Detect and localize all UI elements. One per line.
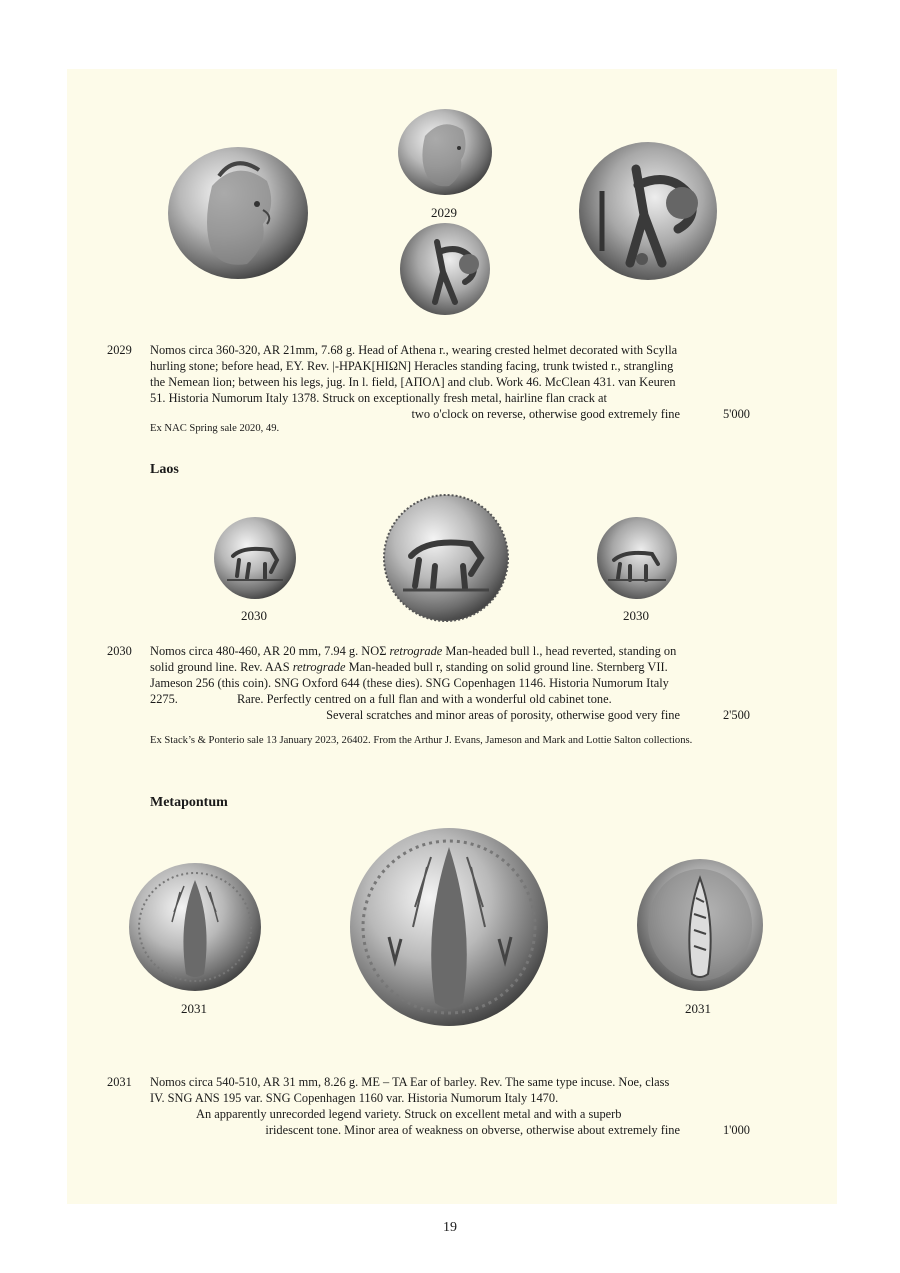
coin-caption: 2030: [623, 608, 649, 623]
coin-2029-reverse-small: [399, 222, 491, 316]
lot-2030: [107, 643, 750, 723]
coin-caption: 2031: [685, 1001, 711, 1016]
lot-description-line: IV. SNG ANS 195 var. SNG Copenhagen 1160 var. Historia Numorum Italy 1470.: [150, 1091, 559, 1105]
lot-condition-line: [150, 1122, 750, 1138]
lot-provenance: Ex Stack’s & Ponterio sale 13 January 2023, 26402. From the Arthur J. Evans, Jameson and Mark and Lottie Salton collections.: [150, 735, 693, 746]
section-heading: Laos: [150, 462, 179, 477]
coin-2030-obverse-small: [213, 516, 297, 600]
lot-estimate: 5'000: [722, 407, 750, 421]
lot-condition-line: [150, 406, 750, 422]
coin-2030-obverse-large: [383, 494, 509, 622]
lot-number: 2031: [107, 1075, 132, 1089]
text-run-italic: retrograde: [292, 660, 346, 674]
coin-caption: 2029: [431, 205, 457, 220]
lot-description-line: Jameson 256 (this coin). SNG Oxford 644 (these dies). SNG Copenhagen 1146. Historia Numorum Italy: [150, 676, 669, 690]
lot-description-line: [150, 659, 750, 675]
coin-2029-obverse-small: [397, 108, 493, 196]
lot-condition: Several scratches and minor areas of porosity, otherwise good very fine: [326, 708, 680, 722]
coin-2030-reverse: [596, 516, 678, 600]
text-run-italic: retrograde: [389, 644, 443, 658]
lot-description-line: Nomos circa 360-320, AR 21mm, 7.68 g. Head of Athena r., wearing crested helmet decorated with Scylla: [150, 343, 678, 357]
lot-number: 2029: [107, 343, 132, 357]
lot-description-line: [150, 643, 750, 659]
text-run: Rare. Perfectly centred on a full flan and with a wonderful old cabinet tone.: [237, 692, 612, 706]
coin-caption: 2031: [181, 1001, 207, 1016]
lot-provenance: Ex NAC Spring sale 2020, 49.: [150, 423, 280, 434]
coin-2029-obverse-large: [167, 146, 309, 280]
section-heading: Metapontum: [150, 795, 228, 810]
lot-description-line: 51. Historia Numorum Italy 1378. Struck on exceptionally fresh metal, hairline flan crack at: [150, 391, 607, 405]
lot-number: 2030: [107, 644, 132, 658]
lot-description-line: the Nemean lion; between his legs, jug. In l. field, [AΠOΛ] and club. Work 46. McClean 431. van Keuren: [150, 375, 676, 389]
coin-2031-obverse-large: [349, 827, 549, 1027]
coin-2031-reverse: [636, 858, 764, 992]
text-run: solid ground line. Rev. AAS: [150, 660, 293, 674]
lot-estimate: 2'500: [722, 708, 750, 722]
lot-condition: iridescent tone. Minor area of weakness on obverse, otherwise about extremely fine: [265, 1123, 680, 1137]
lot-description-line: [150, 691, 750, 707]
text-run: 2275.: [150, 692, 178, 706]
lot-2031: [107, 1074, 750, 1138]
lot-description-line: An apparently unrecorded legend variety. Struck on excellent metal and with a superb: [196, 1107, 622, 1121]
lot-description-line: hurling stone; before head, EY. Rev. |-HPAK[HIΩN] Heracles standing facing, trunk twisted r., strangling: [150, 359, 674, 373]
text-run: Man-headed bull r, standing on solid ground line. Sternberg VII.: [345, 660, 668, 674]
coin-caption: 2030: [241, 608, 267, 623]
text-run: Nomos circa 480-460, AR 20 mm, 7.94 g. NOΣ: [150, 644, 390, 658]
lot-2029: [107, 342, 750, 422]
coin-2029-reverse-large: [578, 141, 718, 281]
lot-estimate: 1'000: [722, 1123, 750, 1137]
coin-2031-obverse-small: [128, 862, 262, 992]
text-run: Man-headed bull l., head reverted, standing on: [442, 644, 677, 658]
lot-description-line: Nomos circa 540-510, AR 31 mm, 8.26 g. ME – TA Ear of barley. Rev. The same type incuse. Noe, class: [150, 1075, 670, 1089]
lot-condition: two o'clock on reverse, otherwise good extremely fine: [411, 407, 680, 421]
page-number: 19: [443, 1220, 457, 1235]
lot-condition-line: [150, 707, 750, 723]
